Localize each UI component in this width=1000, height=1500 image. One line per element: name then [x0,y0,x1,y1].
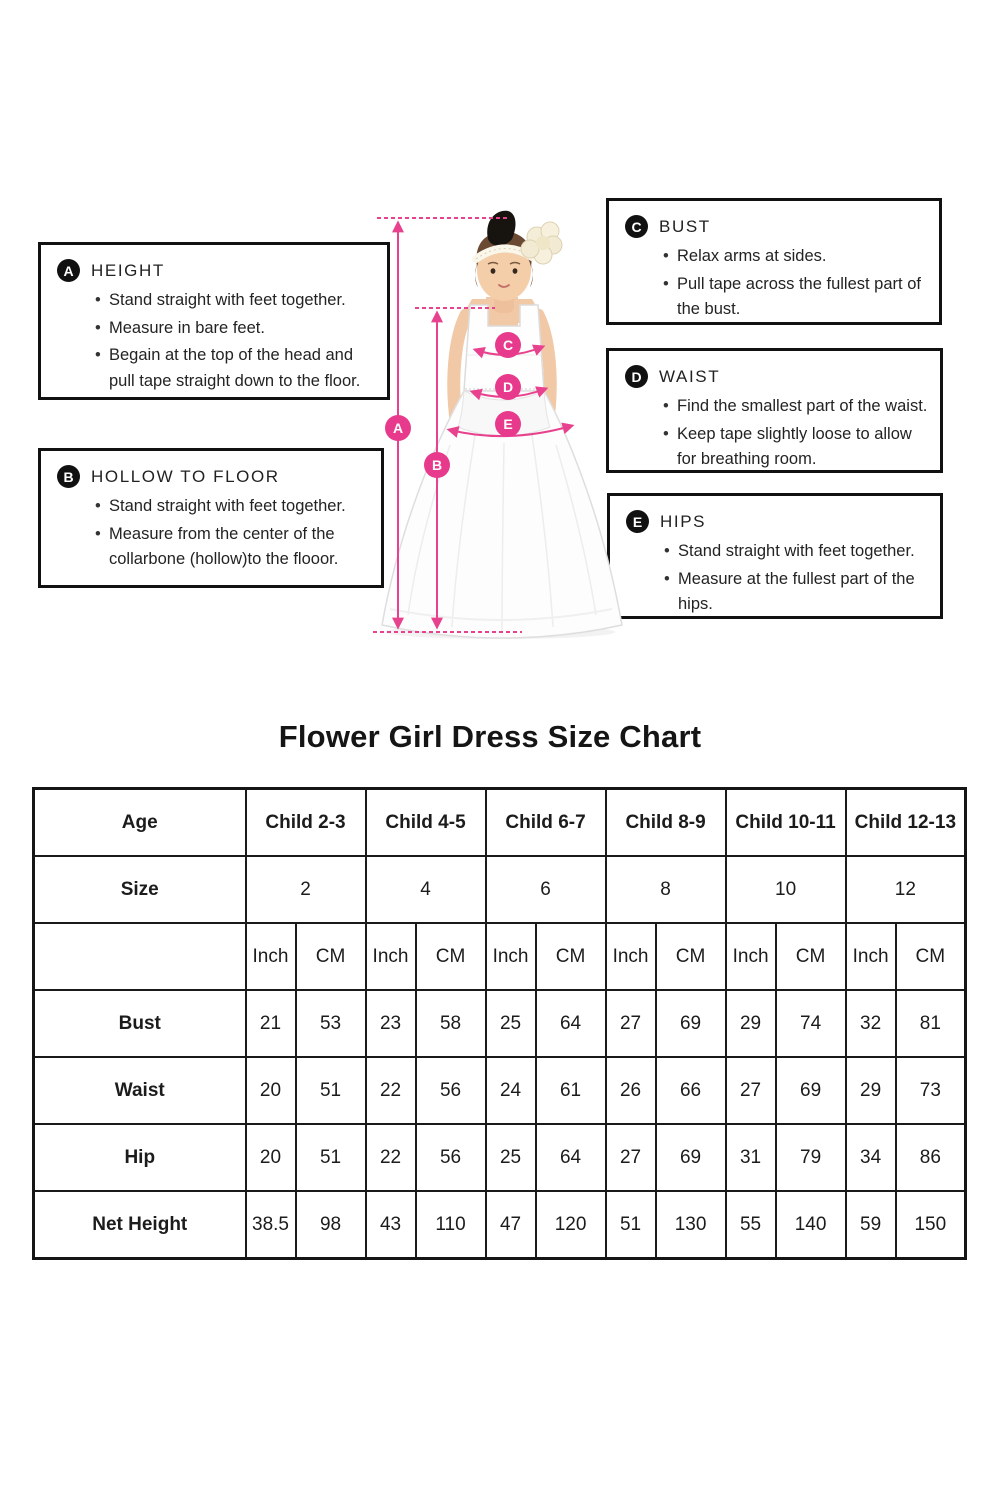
instruction-title-row [57,259,381,282]
marker-a-letter: A [392,420,404,436]
value-cell: 29 [726,990,776,1057]
instruction-title: HEIGHT [91,260,165,280]
instruction-title: BUST [659,216,711,236]
unit-cell: Inch [846,923,896,990]
instruction-title-row [626,510,934,533]
measurement-diagram [360,195,640,655]
value-cell: 53 [296,990,366,1057]
age-header-cell: Child 10-11 [726,789,846,857]
value-cell: 59 [846,1191,896,1259]
value-cell: 38.5 [246,1191,296,1259]
instruction-list [624,539,934,618]
instruction-bullet: • Stand straight with feet together. [664,539,934,565]
value-cell: 34 [846,1124,896,1191]
marker-b-letter: B [431,457,443,473]
unit-cell: CM [656,923,726,990]
size-chart-table [32,787,967,1260]
size-cell: 4 [366,856,486,923]
instruction-box-hips [607,493,943,619]
value-cell: 26 [606,1057,656,1124]
value-cell: 86 [896,1124,966,1191]
instruction-box-bust [606,198,942,325]
value-cell: 73 [896,1057,966,1124]
unit-cell: Inch [606,923,656,990]
instruction-bullet: • Keep tape slightly loose to allow for breathing room. [663,422,934,473]
value-cell: 120 [536,1191,606,1259]
units-row [34,923,966,990]
instruction-list [623,244,933,323]
value-cell: 74 [776,990,846,1057]
value-cell: 51 [606,1191,656,1259]
instruction-bullet: • Begain at the top of the head and pull tape straight down to the floor. [95,343,381,394]
value-cell: 29 [846,1057,896,1124]
waist-row [34,1057,966,1124]
row-label: Hip [34,1124,246,1191]
value-cell: 69 [656,1124,726,1191]
instruction-list [55,288,381,394]
size-cell: 10 [726,856,846,923]
page-title: Flower Girl Dress Size Chart [278,719,702,754]
row-label: Net Height [34,1191,246,1259]
age-header-cell: Child 6-7 [486,789,606,857]
age-header-cell: Child 12-13 [846,789,966,857]
instruction-title: WAIST [659,366,721,386]
instruction-bullet: • Find the smallest part of the waist. [663,394,934,420]
instruction-list [55,494,375,573]
units-row-label [34,923,246,990]
instruction-title: HOLLOW TO FLOOR [91,466,280,486]
marker-c-letter: C [502,337,514,353]
value-cell: 56 [416,1057,486,1124]
value-cell: 130 [656,1191,726,1259]
value-cell: 79 [776,1124,846,1191]
unit-cell: Inch [726,923,776,990]
instruction-bullet: • Measure from the center of the collarbone (hollow)to the flooor. [95,522,375,573]
size-cell: 8 [606,856,726,923]
value-cell: 27 [606,990,656,1057]
value-cell: 58 [416,990,486,1057]
flower-icon [521,222,562,264]
size-row-label: Size [34,856,246,923]
letter-a-badge-icon: A [57,259,80,282]
value-cell: 110 [416,1191,486,1259]
instruction-title-row [625,215,933,238]
row-label: Bust [34,990,246,1057]
bust-row [34,990,966,1057]
value-cell: 22 [366,1124,416,1191]
size-cell: 2 [246,856,366,923]
instruction-bullet: • Pull tape across the fullest part of the bust. [663,272,933,323]
value-cell: 66 [656,1057,726,1124]
unit-cell: CM [296,923,366,990]
marker-e-letter: E [503,416,513,432]
value-cell: 64 [536,990,606,1057]
instruction-title-row [625,365,934,388]
instruction-bullet: • Stand straight with feet together. [95,288,381,314]
instruction-box-hollow-to-floor [38,448,384,588]
value-cell: 56 [416,1124,486,1191]
value-cell: 27 [606,1124,656,1191]
size-cell: 6 [486,856,606,923]
instruction-title-row [57,465,375,488]
instruction-box-height [38,242,390,400]
value-cell: 51 [296,1057,366,1124]
age-header-cell: Child 2-3 [246,789,366,857]
value-cell: 69 [776,1057,846,1124]
net-height-row [34,1191,966,1259]
value-cell: 32 [846,990,896,1057]
unit-cell: Inch [246,923,296,990]
unit-cell: CM [776,923,846,990]
value-cell: 55 [726,1191,776,1259]
instruction-bullet: • Measure in bare feet. [95,316,381,342]
value-cell: 43 [366,1191,416,1259]
value-cell: 22 [366,1057,416,1124]
value-cell: 23 [366,990,416,1057]
letter-d-badge-icon: D [625,365,648,388]
instruction-bullet: • Stand straight with feet together. [95,494,375,520]
letter-b-badge-icon: B [57,465,80,488]
value-cell: 140 [776,1191,846,1259]
instruction-box-waist [606,348,943,473]
value-cell: 98 [296,1191,366,1259]
unit-cell: CM [416,923,486,990]
age-row-label: Age [34,789,246,857]
size-cell: 12 [846,856,966,923]
value-cell: 64 [536,1124,606,1191]
unit-cell: Inch [486,923,536,990]
instruction-bullet: • Measure at the fullest part of the hips. [664,567,934,618]
value-cell: 25 [486,990,536,1057]
hip-row [34,1124,966,1191]
marker-d-letter: D [502,379,514,395]
instruction-bullet: • Relax arms at sides. [663,244,933,270]
value-cell: 20 [246,1057,296,1124]
value-cell: 47 [486,1191,536,1259]
unit-cell: CM [536,923,606,990]
value-cell: 21 [246,990,296,1057]
unit-cell: Inch [366,923,416,990]
value-cell: 61 [536,1057,606,1124]
letter-c-badge-icon: C [625,215,648,238]
value-cell: 69 [656,990,726,1057]
letter-e-badge-icon: E [626,510,649,533]
value-cell: 24 [486,1057,536,1124]
value-cell: 25 [486,1124,536,1191]
instruction-list [623,394,934,473]
age-header-cell: Child 4-5 [366,789,486,857]
value-cell: 20 [246,1124,296,1191]
value-cell: 150 [896,1191,966,1259]
age-row [34,789,966,857]
value-cell: 27 [726,1057,776,1124]
age-header-cell: Child 8-9 [606,789,726,857]
size-row [34,856,966,923]
unit-cell: CM [896,923,966,990]
instruction-title: HIPS [660,511,707,531]
value-cell: 51 [296,1124,366,1191]
value-cell: 81 [896,990,966,1057]
row-label: Waist [34,1057,246,1124]
value-cell: 31 [726,1124,776,1191]
